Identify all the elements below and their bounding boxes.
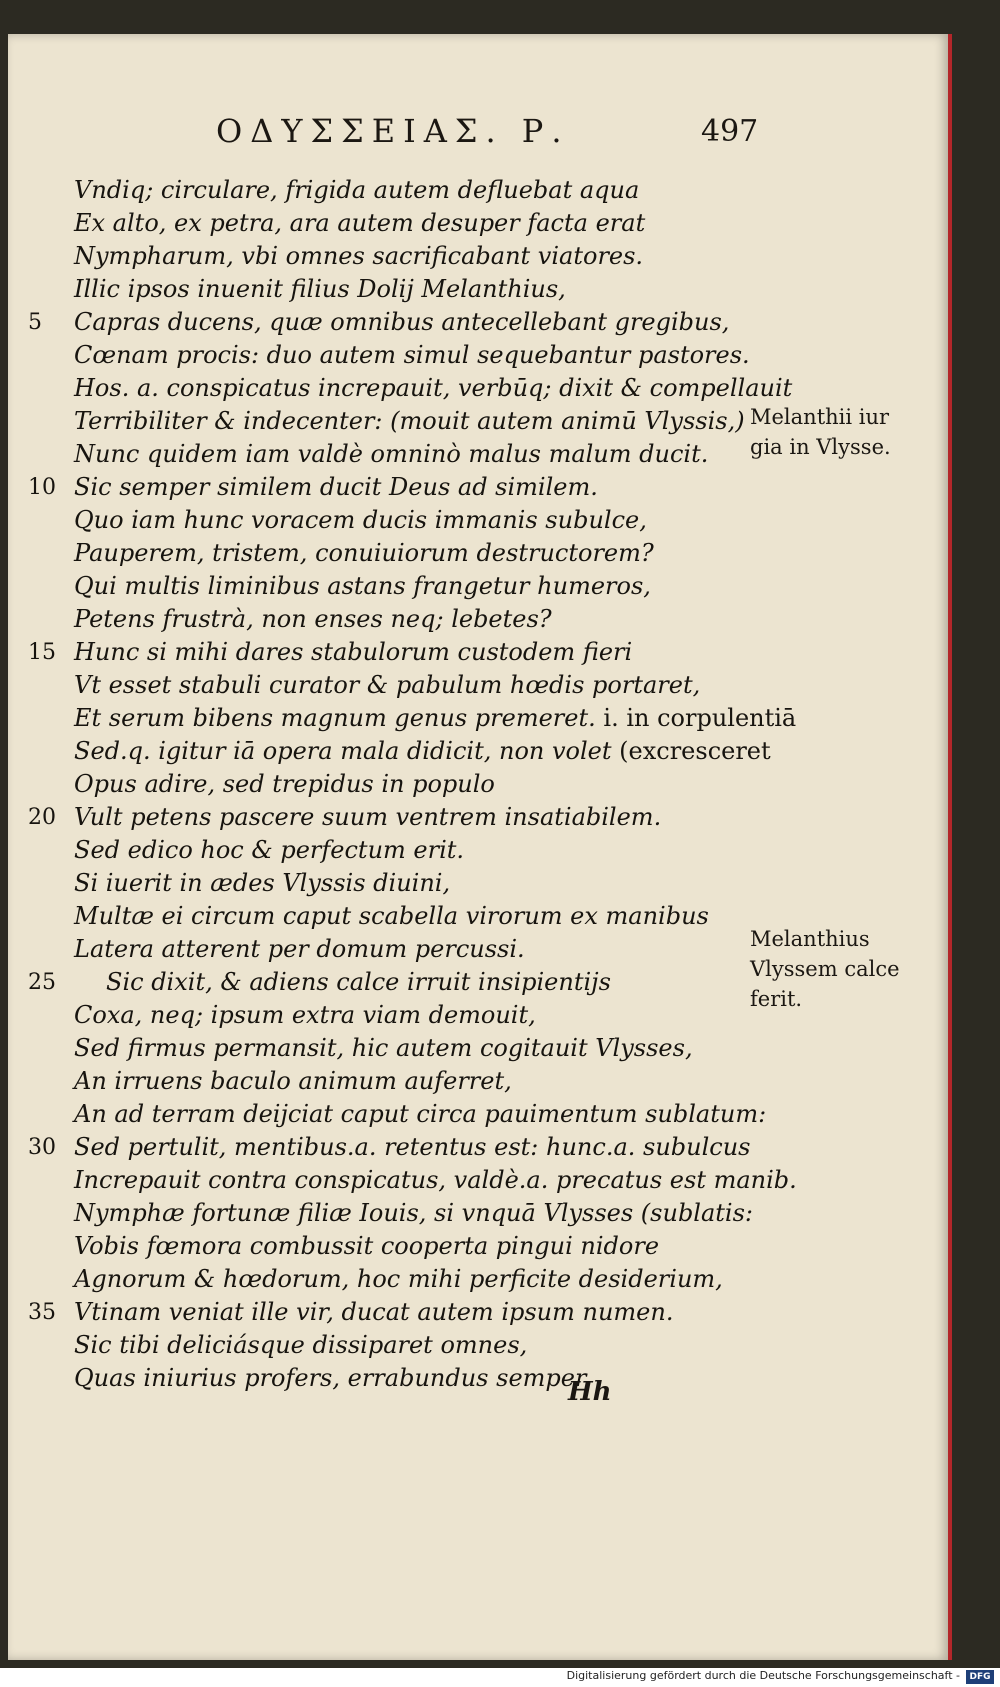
line-text bbox=[74, 570, 651, 603]
verse-text: Sic semper similem ducit Deus ad similem. bbox=[74, 473, 598, 501]
verse-text: Opus adire, sed trepidus in populo bbox=[74, 770, 495, 798]
verse-line bbox=[28, 669, 748, 702]
line-text bbox=[74, 1065, 512, 1098]
footer-bar bbox=[0, 1668, 1000, 1687]
line-text bbox=[74, 273, 566, 306]
verse-line bbox=[28, 570, 748, 603]
verse-line bbox=[28, 966, 748, 999]
line-text bbox=[74, 240, 643, 273]
verse-text: Ex alto, ex petra, ara autem desuper facta erat bbox=[74, 209, 646, 237]
verse-line bbox=[28, 1263, 748, 1296]
verse-text: Nympharum, vbi omnes sacrificabant viatores. bbox=[74, 242, 644, 270]
line-text bbox=[74, 1296, 673, 1329]
line-text bbox=[74, 1197, 753, 1230]
interlinear-gloss: (excresceret bbox=[619, 737, 771, 765]
line-text bbox=[74, 1164, 797, 1197]
verse-text: Et serum bibens magnum genus premeret. bbox=[74, 704, 596, 732]
verse-line bbox=[28, 1329, 748, 1362]
interlinear-gloss: i. in corpulentiā bbox=[603, 704, 797, 732]
verse-text: Hunc si mihi dares stabulorum custodem fieri bbox=[74, 638, 633, 666]
verse-text: Latera atterent per domum percussi. bbox=[74, 935, 525, 963]
verse-line bbox=[28, 999, 748, 1032]
verse-text: Pauperem, tristem, conuiuiorum destructorem? bbox=[74, 539, 654, 567]
margin-note-line: Melanthii iur bbox=[750, 405, 890, 429]
verse-text: Capras ducens, quæ omnibus antecellebant gregibus, bbox=[74, 308, 730, 336]
page-number: 497 bbox=[701, 114, 759, 149]
verse-line bbox=[28, 834, 748, 867]
verse-line bbox=[28, 933, 748, 966]
line-text bbox=[74, 537, 654, 570]
verse-text: Coxa, neq; ipsum extra viam demouit, bbox=[74, 1001, 536, 1029]
line-text bbox=[74, 1230, 659, 1263]
verse-text: An irruens baculo animum auferret, bbox=[74, 1067, 512, 1095]
line-text bbox=[74, 339, 750, 372]
verse-line bbox=[28, 1362, 748, 1395]
verse-text: Nunc quidem iam valdè omninò malus malum ducit. bbox=[74, 440, 709, 468]
verse-text: Sed pertulit, mentibus.a. retentus est: hunc.a. subulcus bbox=[74, 1133, 751, 1161]
verse-text: An ad terram deijciat caput circa pauimentum sublatum: bbox=[74, 1100, 767, 1128]
verse-line bbox=[28, 1032, 748, 1065]
verse-line bbox=[28, 1296, 748, 1329]
verse-line bbox=[28, 1230, 748, 1263]
verse-text: Nymphæ fortunæ filiæ Iouis, si vnquā Vlysses (sublatis: bbox=[74, 1199, 754, 1227]
margin-note-2 bbox=[750, 924, 940, 1014]
verse-text: Vobis fœmora combussit cooperta pingui nidore bbox=[74, 1232, 660, 1260]
verse-line bbox=[28, 273, 748, 306]
line-text bbox=[74, 174, 639, 207]
verse-text: Terribiliter & indecenter: (mouit autem animū Vlyssis,) bbox=[74, 407, 745, 435]
verse-line bbox=[28, 1098, 767, 1131]
verse-text: Increpauit contra conspicatus, valdè.a. precatus est manib. bbox=[74, 1166, 797, 1194]
verse-text: Quas iniurius profers, errabundus semper bbox=[74, 1364, 587, 1392]
signature-mark: Hh bbox=[568, 1377, 612, 1407]
book-page bbox=[8, 34, 948, 1660]
line-text bbox=[74, 834, 464, 867]
line-text bbox=[74, 438, 708, 471]
verse-text: Vtinam veniat ille vir, ducat autem ipsum numen. bbox=[74, 1298, 674, 1326]
page-edge bbox=[948, 34, 952, 1660]
footer-credit: Digitalisierung gefördert durch die Deutsche Forschungsgemeinschaft - bbox=[566, 1669, 960, 1682]
verse-text: Sed edico hoc & perfectum erit. bbox=[74, 836, 465, 864]
line-text bbox=[74, 207, 645, 240]
line-number: 10 bbox=[28, 475, 56, 500]
verse-text: Cœnam procis: duo autem simul sequebantur pastores. bbox=[74, 341, 750, 369]
verse-text: Vult petens pascere suum ventrem insatiabilem. bbox=[74, 803, 662, 831]
line-text bbox=[74, 1329, 527, 1362]
verse-line bbox=[28, 900, 748, 933]
verse-text: Vt esset stabuli curator & pabulum hœdis portaret, bbox=[74, 671, 701, 699]
verse-line bbox=[28, 636, 748, 669]
verse-text: Hos. a. conspicatus increpauit, verbūq; dixit & compellauit bbox=[74, 374, 793, 402]
verse-line bbox=[28, 405, 748, 438]
verse-line bbox=[28, 207, 748, 240]
verse-text: Sed.q. igitur iā opera mala didicit, non volet bbox=[74, 737, 612, 765]
verse-text: Sic tibi deliciásque dissiparet omnes, bbox=[74, 1331, 528, 1359]
line-number: 20 bbox=[28, 805, 56, 830]
line-text bbox=[74, 999, 536, 1032]
verse-line bbox=[28, 1197, 754, 1230]
verse-line bbox=[28, 603, 748, 636]
line-number: 5 bbox=[28, 310, 42, 335]
line-text bbox=[74, 603, 552, 636]
verse-text: Vndiq; circulare, frigida autem defluebat aqua bbox=[74, 176, 640, 204]
line-text bbox=[74, 735, 771, 768]
line-text bbox=[74, 1098, 766, 1131]
margin-note-line: Vlyssem calce bbox=[750, 957, 900, 981]
line-text bbox=[74, 702, 796, 735]
line-text bbox=[74, 504, 647, 537]
margin-note-line: gia in Vlysse. bbox=[750, 435, 891, 459]
verse-line bbox=[28, 339, 748, 372]
line-text bbox=[74, 669, 700, 702]
verse-line bbox=[28, 438, 748, 471]
verse-line bbox=[28, 174, 748, 207]
line-text bbox=[74, 1131, 751, 1164]
verse-line bbox=[28, 1065, 748, 1098]
dfg-logo-icon: DFG bbox=[966, 1670, 994, 1684]
line-text bbox=[74, 801, 661, 834]
verse-line bbox=[28, 801, 748, 834]
verse-text: Si iuerit in ædes Vlyssis diuini, bbox=[74, 869, 451, 897]
verse-text: Petens frustrà, non enses neq; lebetes? bbox=[74, 605, 552, 633]
verse-text: Sed firmus permansit, hic autem cogitauit Vlysses, bbox=[74, 1034, 693, 1062]
verse-text: Illic ipsos inuenit filius Dolij Melanthius, bbox=[74, 275, 566, 303]
verse-text: Agnorum & hœdorum, hoc mihi perficite desiderium, bbox=[74, 1265, 723, 1293]
line-text bbox=[74, 768, 495, 801]
line-text bbox=[74, 1362, 586, 1395]
margin-note-1 bbox=[750, 402, 940, 462]
line-text bbox=[74, 405, 745, 438]
verse-line bbox=[28, 1131, 751, 1164]
verse-line bbox=[28, 867, 748, 900]
verse-line bbox=[28, 768, 748, 801]
verse-line bbox=[28, 372, 793, 405]
margin-note-line: ferit. bbox=[750, 987, 803, 1011]
line-text bbox=[74, 636, 632, 669]
margin-note-line: Melanthius bbox=[750, 927, 870, 951]
line-text bbox=[74, 1032, 693, 1065]
verse-line bbox=[28, 537, 748, 570]
verse-line bbox=[28, 306, 748, 339]
line-number: 35 bbox=[28, 1300, 56, 1325]
line-text bbox=[74, 867, 450, 900]
line-number: 15 bbox=[28, 640, 56, 665]
line-number: 25 bbox=[28, 970, 56, 995]
line-text bbox=[106, 966, 611, 999]
verse-line bbox=[28, 1164, 797, 1197]
line-text bbox=[74, 471, 598, 504]
line-text bbox=[74, 306, 729, 339]
verse-text: Quo iam hunc voracem ducis immanis subulce, bbox=[74, 506, 647, 534]
verse-text: Qui multis liminibus astans frangetur humeros, bbox=[74, 572, 651, 600]
verse-text: Multæ ei circum caput scabella virorum ex manibus bbox=[74, 902, 709, 930]
line-number: 30 bbox=[28, 1135, 56, 1160]
line-text bbox=[74, 933, 525, 966]
line-text bbox=[74, 1263, 723, 1296]
verse-line bbox=[28, 702, 797, 735]
running-head bbox=[8, 112, 948, 162]
verse-line bbox=[28, 504, 748, 537]
verse-line bbox=[28, 735, 771, 768]
verse-line bbox=[28, 471, 748, 504]
verse-text: Sic dixit, & adiens calce irruit insipientijs bbox=[106, 968, 611, 996]
running-title: ΟΔΥΣΣΕΙΑΣ. Ρ. bbox=[216, 112, 570, 150]
line-text bbox=[74, 900, 709, 933]
verse-line bbox=[28, 240, 748, 273]
line-text bbox=[74, 372, 792, 405]
